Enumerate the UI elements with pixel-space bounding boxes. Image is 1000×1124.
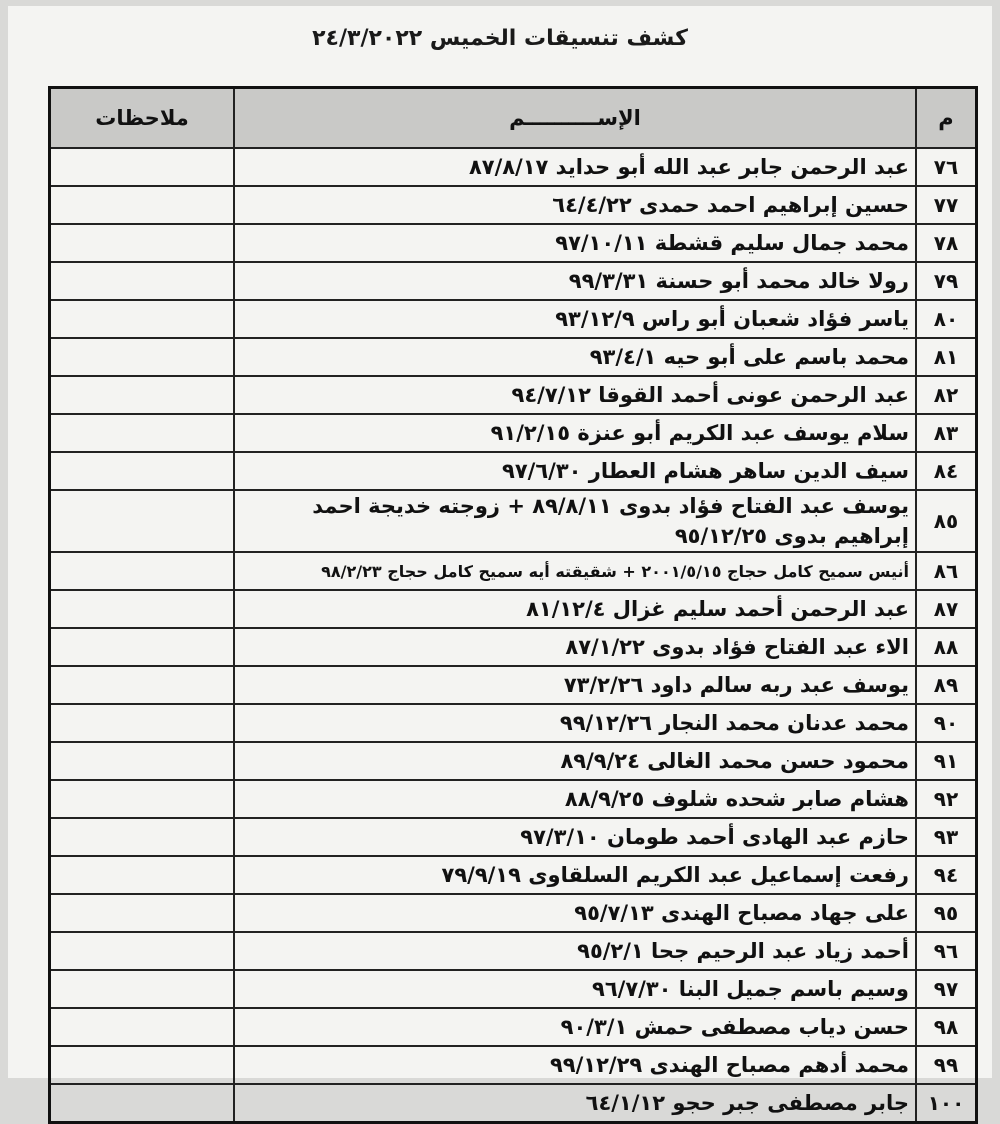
row-notes (50, 300, 235, 338)
row-number: ٩٤ (916, 856, 977, 894)
row-number: ٩٩ (916, 1046, 977, 1084)
row-number: ٩١ (916, 742, 977, 780)
row-number: ٨٠ (916, 300, 977, 338)
row-name: محمد عدنان محمد النجار ٩٩/١٢/٢٦ (234, 704, 916, 742)
table-row (50, 224, 977, 262)
row-number: ٧٧ (916, 186, 977, 224)
row-notes (50, 818, 235, 856)
table-row (50, 590, 977, 628)
page-title: كشف تنسيقات الخميس ٢٤/٣/٢٠٢٢ (312, 26, 688, 51)
row-notes (50, 628, 235, 666)
row-number: ٨٩ (916, 666, 977, 704)
table-row (50, 552, 977, 590)
row-name: يوسف عبد الفتاح فؤاد بدوى ٨٩/٨/١١ + زوجته خديجة احمد إبراهيم بدوى ٩٥/١٢/٢٥ (234, 490, 916, 552)
row-name: عبد الرحمن أحمد سليم غزال ٨١/١٢/٤ (234, 590, 916, 628)
table-row (50, 818, 977, 856)
row-name: على جهاد مصباح الهندى ٩٥/٧/١٣ (234, 894, 916, 932)
table-row (50, 704, 977, 742)
table-row (50, 1008, 977, 1046)
row-number: ٨٢ (916, 376, 977, 414)
row-name: أحمد زياد عبد الرحيم جحا ٩٥/٢/١ (234, 932, 916, 970)
table-row (50, 970, 977, 1008)
row-notes (50, 262, 235, 300)
row-name: محمد باسم على أبو حيه ٩٣/٤/١ (234, 338, 916, 376)
row-notes (50, 338, 235, 376)
row-name: محمد جمال سليم قشطة ٩٧/١٠/١١ (234, 224, 916, 262)
names-table (48, 86, 978, 1124)
table-row (50, 300, 977, 338)
row-notes (50, 490, 235, 552)
row-notes (50, 452, 235, 490)
row-number: ٩٧ (916, 970, 977, 1008)
row-notes (50, 552, 235, 590)
row-number: ٩٢ (916, 780, 977, 818)
row-number: ٩٣ (916, 818, 977, 856)
row-number: ٨٤ (916, 452, 977, 490)
row-name: رولا خالد محمد أبو حسنة ٩٩/٣/٣١ (234, 262, 916, 300)
table-row (50, 742, 977, 780)
row-notes (50, 414, 235, 452)
row-notes (50, 666, 235, 704)
row-name: رفعت إسماعيل عبد الكريم السلقاوى ٧٩/٩/١٩ (234, 856, 916, 894)
row-number: ٧٩ (916, 262, 977, 300)
table-body (50, 148, 977, 1123)
row-name: حازم عبد الهادى أحمد طومان ٩٧/٣/١٠ (234, 818, 916, 856)
row-name: هشام صابر شحده شلوف ٨٨/٩/٢٥ (234, 780, 916, 818)
row-name: يوسف عبد ربه سالم داود ٧٣/٢/٢٦ (234, 666, 916, 704)
table-row (50, 262, 977, 300)
row-number: ٨٦ (916, 552, 977, 590)
row-number: ٨٣ (916, 414, 977, 452)
table-row (50, 628, 977, 666)
row-notes (50, 894, 235, 932)
row-name: عبد الرحمن جابر عبد الله أبو حدايد ٨٧/٨/١٧ (234, 148, 916, 186)
row-number: ٧٦ (916, 148, 977, 186)
table-header-row (50, 88, 977, 149)
table-row (50, 856, 977, 894)
row-number: ١٠٠ (916, 1084, 977, 1123)
row-number: ٨١ (916, 338, 977, 376)
row-number: ٩٨ (916, 1008, 977, 1046)
row-name: حسن دياب مصطفى حمش ٩٠/٣/١ (234, 1008, 916, 1046)
row-notes (50, 970, 235, 1008)
table-row (50, 1046, 977, 1084)
row-notes (50, 1084, 235, 1123)
table-row (50, 894, 977, 932)
row-notes (50, 856, 235, 894)
row-number: ٩٦ (916, 932, 977, 970)
row-notes (50, 780, 235, 818)
row-name: الاء عبد الفتاح فؤاد بدوى ٨٧/١/٢٢ (234, 628, 916, 666)
header-number: م (916, 88, 977, 149)
header-name: الإســــــــــم (234, 88, 916, 149)
row-number: ٧٨ (916, 224, 977, 262)
table-row (50, 490, 977, 552)
row-notes (50, 186, 235, 224)
table-row (50, 932, 977, 970)
row-name: جابر مصطفى جبر حجو ٦٤/١/١٢ (234, 1084, 916, 1123)
row-name: سيف الدين ساهر هشام العطار ٩٧/٦/٣٠ (234, 452, 916, 490)
table-row (50, 1084, 977, 1123)
row-name: ياسر فؤاد شعبان أبو راس ٩٣/١٢/٩ (234, 300, 916, 338)
table-row (50, 780, 977, 818)
row-notes (50, 1008, 235, 1046)
row-number: ٨٨ (916, 628, 977, 666)
row-notes (50, 704, 235, 742)
row-notes (50, 590, 235, 628)
row-notes (50, 932, 235, 970)
row-name: أنيس سميح كامل حجاج ٢٠٠١/٥/١٥ + شقيقته أيه سميح كامل حجاج ٩٨/٢/٢٣ (234, 552, 916, 590)
row-name: محمود حسن محمد الغالى ٨٩/٩/٢٤ (234, 742, 916, 780)
table-row (50, 666, 977, 704)
row-number: ٩٠ (916, 704, 977, 742)
table-row (50, 452, 977, 490)
row-notes (50, 224, 235, 262)
row-notes (50, 148, 235, 186)
row-name: حسين إبراهيم احمد حمدى ٦٤/٤/٢٢ (234, 186, 916, 224)
row-notes (50, 742, 235, 780)
header-notes: ملاحظات (50, 88, 235, 149)
table-row (50, 376, 977, 414)
row-name: سلام يوسف عبد الكريم أبو عنزة ٩١/٢/١٥ (234, 414, 916, 452)
row-name: عبد الرحمن عونى أحمد القوقا ٩٤/٧/١٢ (234, 376, 916, 414)
table-row (50, 414, 977, 452)
row-number: ٨٧ (916, 590, 977, 628)
row-name: محمد أدهم مصباح الهندى ٩٩/١٢/٢٩ (234, 1046, 916, 1084)
row-notes (50, 376, 235, 414)
table-row (50, 148, 977, 186)
table-row (50, 338, 977, 376)
row-number: ٨٥ (916, 490, 977, 552)
row-notes (50, 1046, 235, 1084)
row-name: وسيم باسم جميل البنا ٩٦/٧/٣٠ (234, 970, 916, 1008)
row-number: ٩٥ (916, 894, 977, 932)
table-row (50, 186, 977, 224)
